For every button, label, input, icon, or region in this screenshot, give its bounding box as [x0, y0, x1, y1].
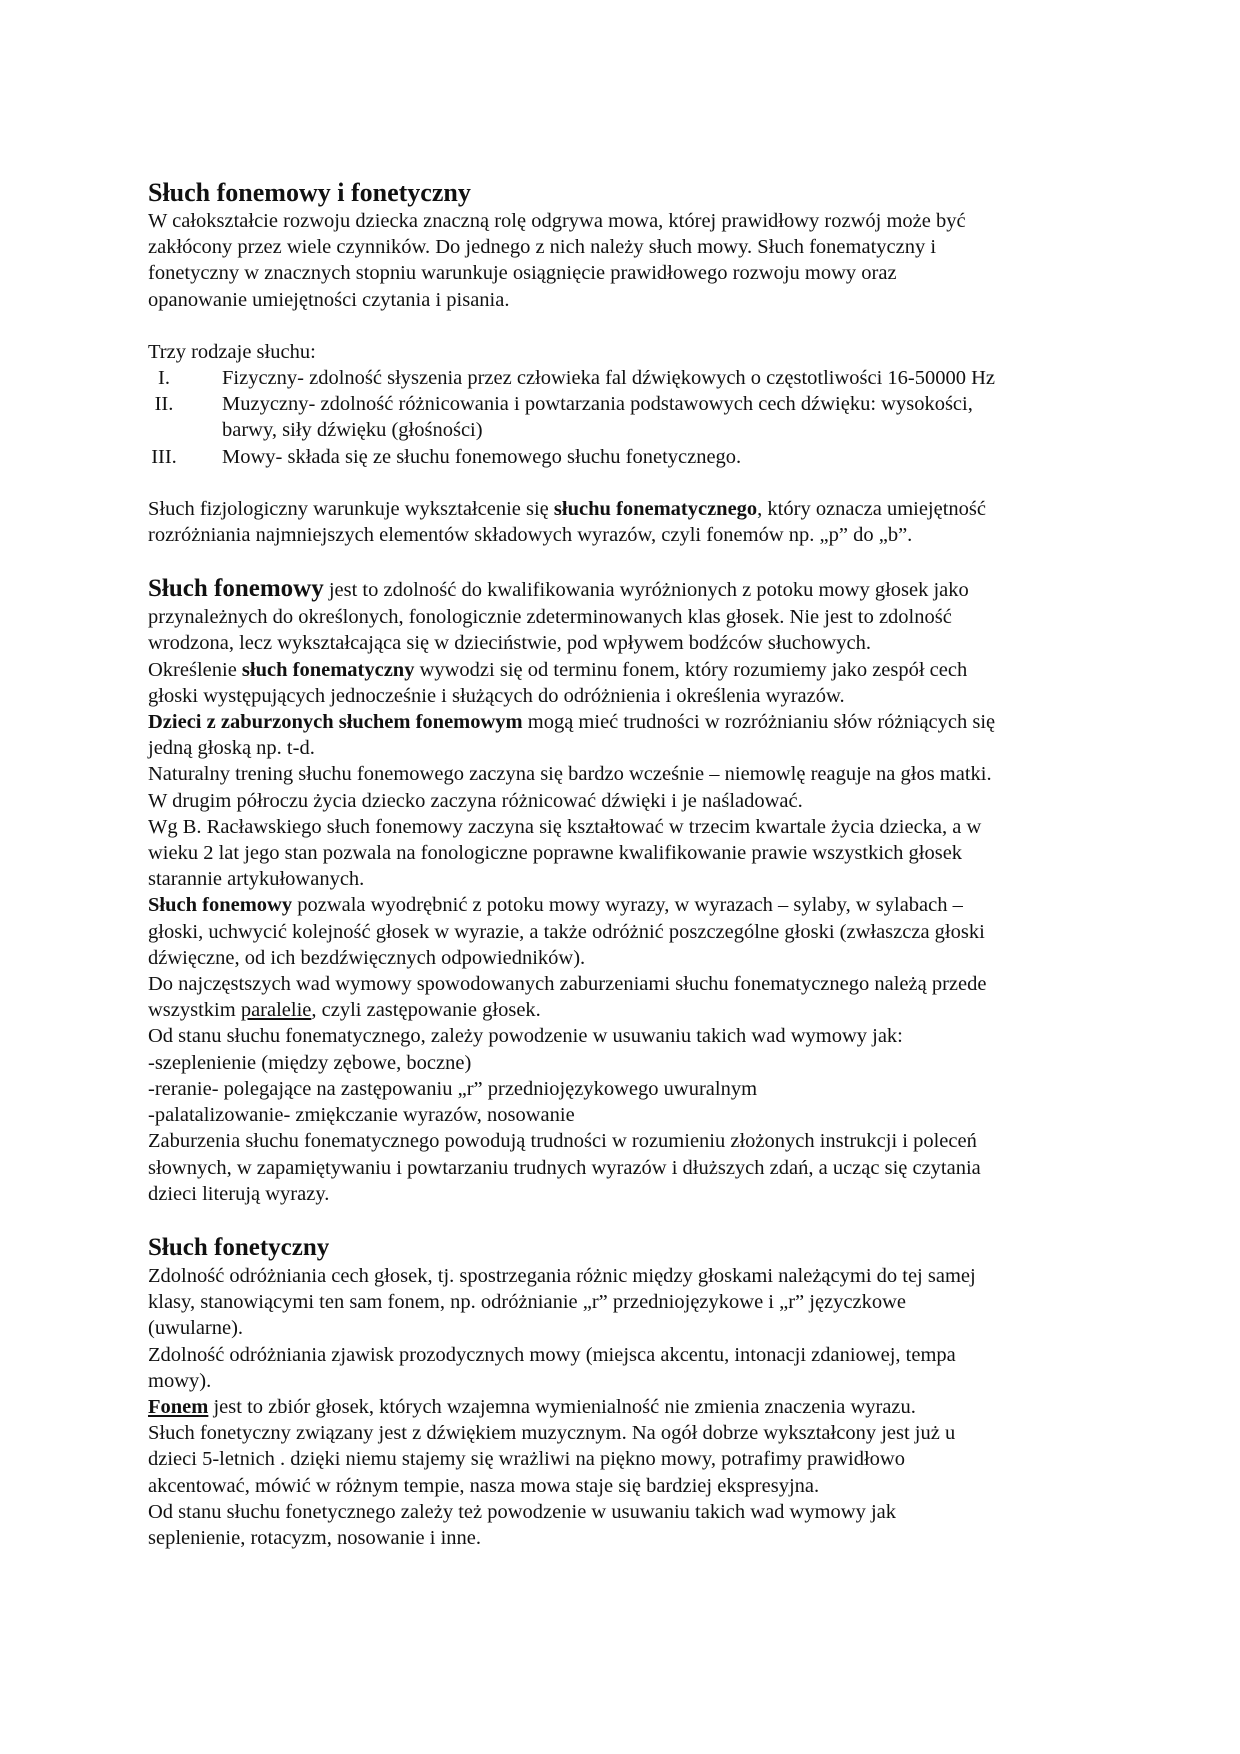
list-item: [148, 391, 1170, 443]
underlined-term: Fonem: [148, 1395, 209, 1418]
list-item: [148, 444, 1170, 470]
text-line: -reranie- polegające na zastępowaniu „r” przedniojęzykowego uwuralnym: [148, 1077, 758, 1100]
list-number: II.: [154, 393, 174, 416]
section-heading: Słuch fonetyczny: [148, 1233, 330, 1261]
text-run: jest to zdolność do kwalifikowania wyróżnionych z potoku mowy głosek jako: [323, 579, 969, 602]
text-line: zakłócony przez wiele czynników. Do jednego z nich należy słuch mowy. Słuch fonematyczny i: [148, 236, 937, 259]
text-run: pozwala wyodrębnić z potoku mowy wyrazy, w wyrazach – sylaby, w sylabach –: [292, 894, 963, 917]
text-line: (uwularne).: [148, 1317, 244, 1340]
phonemic-hearing-section: [148, 574, 1170, 1207]
phonetic-hearing-section: [148, 1233, 1170, 1551]
list-heading: Trzy rodzaje słuchu:: [148, 340, 316, 363]
text-run: mogą mieć trudności w rozróżnianiu słów różniących się: [522, 711, 996, 734]
list-number: I.: [158, 367, 170, 390]
text-line: Do najczęstszych wad wymowy spowodowanych zaburzeniami słuchu fonematycznego należą przede: [148, 973, 987, 996]
text-run: wywodzi się od terminu fonem, który rozumiemy jako zespół cech: [414, 658, 968, 681]
text-line: wrodzona, lecz wykształcająca się w dzieciństwie, pod wpływem bodźców słuchowych.: [148, 632, 871, 655]
text-line: dzieci literują wyrazy.: [148, 1182, 330, 1205]
intro-paragraph: [148, 208, 1170, 313]
bold-term: słuch fonematyczny: [241, 658, 415, 681]
text-line: opanowanie umiejętności czytania i pisania.: [148, 288, 510, 311]
text-line: Od stanu słuchu fonetycznego zależy też powodzenie w usuwaniu takich wad wymowy jak: [148, 1500, 897, 1523]
bold-term: Dzieci z zaburzonych słuchem fonemowym: [148, 711, 523, 734]
text-line: dzieci 5-letnich . dzięki niemu stajemy się wrażliwi na piękno mowy, potrafimy prawidłowo: [148, 1448, 905, 1471]
text-line: Od stanu słuchu fonematycznego, zależy powodzenie w usuwaniu takich wad wymowy jak:: [148, 1025, 903, 1048]
text-line: starannie artykułowanych.: [148, 868, 365, 891]
list-item-text: Muzyczny- zdolność różnicowania i powtarzania podstawowych cech dźwięku: wysokości,: [222, 393, 973, 416]
text-line: głoski występujących jednocześnie i służących do odróżnienia i określenia wyrazów.: [148, 684, 845, 707]
text-line: Wg B. Racławskiego słuch fonemowy zaczyna się kształtować w trzecim kwartale życia dziecka, a w: [148, 815, 982, 838]
list-number: III.: [151, 445, 177, 468]
text-line: jedną głoską np. t-d.: [148, 737, 315, 760]
list-item: [148, 365, 1170, 391]
text-run: jest to zbiór głosek, których wzajemna wymienialność nie zmienia znaczenia wyrazu.: [208, 1395, 916, 1418]
bold-term: słuchu fonematycznego: [553, 497, 758, 520]
hearing-types-list: [148, 365, 1170, 470]
bold-term: Słuch fonemowy: [148, 894, 293, 917]
text-line: dźwięczne, od ich bezdźwięcznych odpowiedników).: [148, 946, 586, 969]
text-line: rozróżniania najmniejszych elementów składowych wyrazów, czyli fonemów np. „p” do „b”.: [148, 524, 913, 547]
text-line: słownych, w zapamiętywaniu i powtarzaniu trudnych wyrazów i dłuższych zdań, a ucząc się czytania: [148, 1156, 981, 1179]
section-heading: Słuch fonemowy: [148, 575, 324, 603]
text-line: akcentować, mówić w różnym tempie, nasza mowa staje się bardziej ekspresyjna.: [148, 1474, 820, 1497]
text-run: , czyli zastępowanie głosek.: [311, 999, 541, 1022]
text-line: Zdolność odróżniania zjawisk prozodycznych mowy (miejsca akcentu, intonacji zdaniowej, tempa: [148, 1343, 956, 1366]
list-item-text: barwy, siły dźwięku (głośności): [222, 419, 483, 442]
text-run: , który oznacza umiejętność: [757, 497, 986, 520]
list-item-text: Fizyczny- zdolność słyszenia przez człowieka fal dźwiękowych o częstotliwości 16-50000 Hz: [222, 367, 996, 390]
underlined-term: paralelie: [240, 999, 312, 1022]
text-line: mowy).: [148, 1369, 212, 1392]
text-line: głoski, uchwycić kolejność głosek w wyrazie, a także odróżnić poszczególne głoski (zwłaszcza głoski: [148, 920, 985, 943]
text-line: Zaburzenia słuchu fonematycznego powodują trudności w rozumieniu złożonych instrukcji i poleceń: [148, 1130, 977, 1153]
text-line: klasy, stanowiącymi ten sam fonem, np. odróżnianie „r” przedniojęzykowe i „r” języczkowe: [148, 1291, 907, 1314]
physiology-paragraph: [148, 496, 1170, 548]
text-line: Zdolność odróżniania cech głosek, tj. spostrzegania różnic między głoskami należącymi do tej samej: [148, 1264, 976, 1287]
text-line: W drugim półroczu życia dziecko zaczyna różnicować dźwięki i je naśladować.: [148, 789, 803, 812]
text-line: Naturalny trening słuchu fonemowego zaczyna się bardzo wcześnie – niemowlę reaguje na głos matki.: [148, 763, 992, 786]
text-run: wszystkim: [148, 999, 241, 1022]
text-line: Słuch fonetyczny związany jest z dźwiękiem muzycznym. Na ogół dobrze wykształcony jest już u: [148, 1422, 956, 1445]
text-line: -palatalizowanie- zmiękczanie wyrazów, nosowanie: [148, 1104, 575, 1127]
list-item-text: Mowy- składa się ze słuchu fonemowego słuchu fonetycznego.: [222, 445, 742, 468]
text-run: Określenie: [148, 658, 242, 681]
page-title: Słuch fonemowy i fonetyczny: [148, 178, 471, 207]
text-line: fonetyczny w znacznych stopniu warunkuje osiągnięcie prawidłowego rozwoju mowy oraz: [148, 262, 897, 285]
text-line: wieku 2 lat jego stan pozwala na fonologiczne poprawne kwalifikowanie prawie wszystkich głosek: [148, 842, 963, 865]
text-run: Słuch fizjologiczny warunkuje wykształcenie się: [148, 497, 554, 520]
text-line: seplenienie, rotacyzm, nosowanie i inne.: [148, 1526, 482, 1549]
text-line: -szeplenienie (między zębowe, boczne): [148, 1051, 472, 1074]
text-line: W całokształcie rozwoju dziecka znaczną rolę odgrywa mowa, której prawidłowy rozwój może być: [148, 210, 966, 232]
text-line: przynależnych do określonych, fonologicznie zdeterminowanych klas głosek. Nie jest to zdolność: [148, 606, 952, 629]
